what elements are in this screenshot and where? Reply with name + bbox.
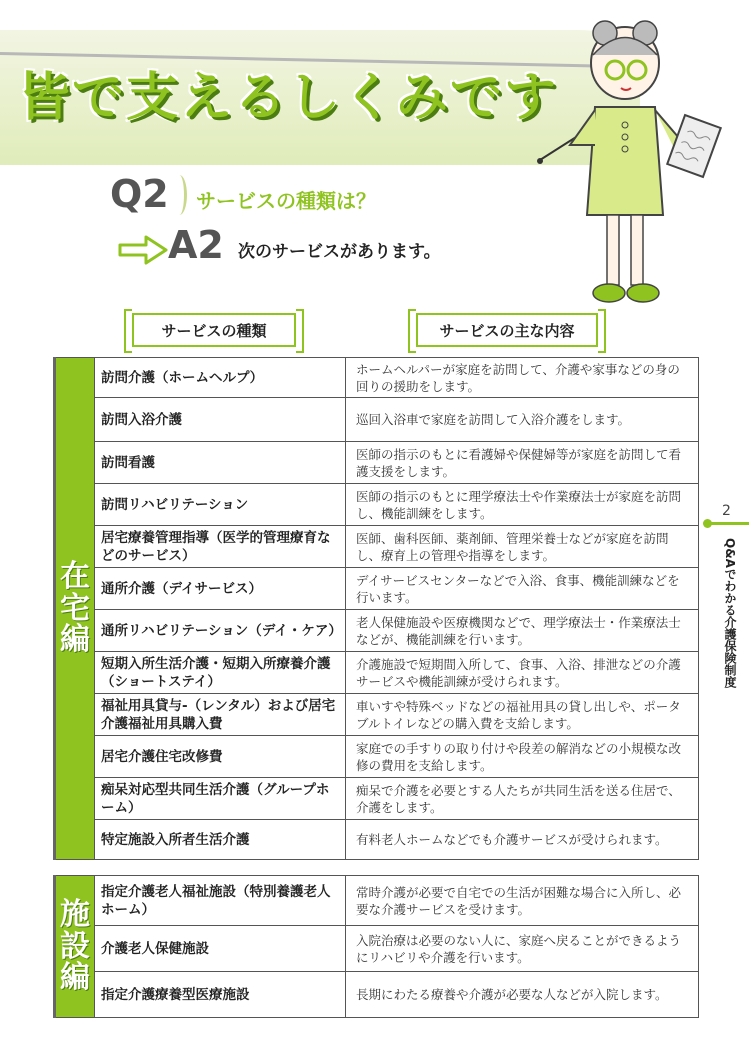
column-header-content: サービスの主な内容 <box>416 313 598 347</box>
page-title: 皆で支えるしくみです <box>18 68 559 128</box>
service-description: 入院治療は必要のない人に、家庭へ戻ることができるようにリハビリや介護を行います。 <box>346 926 699 972</box>
service-description: デイサービスセンターなどで入浴、食事、機能訓練などを行います。 <box>346 568 699 610</box>
service-description: ホームヘルパーが家庭を訪問して、介護や家事などの身の回りの援助をします。 <box>346 358 699 398</box>
service-name: 居宅介護住宅改修費 <box>95 736 346 778</box>
service-description: 長期にわたる療養や介護が必要な人などが入院します。 <box>346 972 699 1018</box>
side-section-label: Q&Aでわかる介護保険制度 <box>723 538 737 688</box>
service-description: 家庭での手すりの取り付けや段差の解消などの小規模な改修の費用を支給します。 <box>346 736 699 778</box>
service-name: 訪問看護 <box>95 442 346 484</box>
service-name: 短期入所生活介護・短期入所療養介護（ショートステイ） <box>95 652 346 694</box>
service-description: 老人保健施設や医療機関などで、理学療法士・作業療法士などが、機能訓練を行います。 <box>346 610 699 652</box>
service-description: 介護施設で短期間入所して、食事、入浴、排泄などの介護サービスや機能訓練が受けられます。 <box>346 652 699 694</box>
service-description: 巡回入浴車で家庭を訪問して入浴介護をします。 <box>346 398 699 442</box>
service-description: 常時介護が必要で自宅での生活が困難な場合に入所し、必要な介護サービスを受けます。 <box>346 876 699 926</box>
service-name: 介護老人保健施設 <box>95 926 346 972</box>
service-name: 訪問介護（ホームヘルプ） <box>95 358 346 398</box>
service-name: 訪問リハビリテーション <box>95 484 346 526</box>
column-header-type: サービスの種類 <box>132 313 296 347</box>
section-label-home-text: 在宅編 <box>60 559 90 658</box>
question-text: サービスの種類は？ <box>196 189 376 213</box>
facility-services-table <box>53 875 699 1018</box>
service-name: 通所介護（デイサービス） <box>95 568 346 610</box>
service-name: 指定介護療養型医療施設 <box>95 972 346 1018</box>
service-name: 訪問入浴介護 <box>95 398 346 442</box>
service-name: 痴呆対応型共同生活介護（グループホーム） <box>95 778 346 820</box>
service-name: 居宅療養管理指導（医学的管理療育などのサービス） <box>95 526 346 568</box>
side-tab-dot <box>703 519 712 528</box>
side-tab-line <box>708 522 749 525</box>
nurse-character-illustration <box>535 15 745 315</box>
section-label-facility <box>55 876 95 1018</box>
question-mark: Q2 <box>110 172 169 216</box>
service-description: 医師の指示のもとに理学療法士や作業療法士が家庭を訪問し、機能訓練をします。 <box>346 484 699 526</box>
service-name: 福祉用具貸与-（レンタル）および居宅介護福祉用具購入費 <box>95 694 346 736</box>
arrow-right-icon <box>118 235 168 265</box>
answer-text: 次のサービスがあります。 <box>238 242 441 262</box>
service-name: 特定施設入所者生活介護 <box>95 820 346 860</box>
page-number: 2 <box>722 503 731 519</box>
service-description: 有料老人ホームなどでも介護サービスが受けられます。 <box>346 820 699 860</box>
service-description: 医師の指示のもとに看護婦や保健婦等が家庭を訪問して看護支援をします。 <box>346 442 699 484</box>
question-bracket <box>172 175 187 215</box>
service-name: 通所リハビリテーション（デイ・ケア） <box>95 610 346 652</box>
service-description: 車いすや特殊ベッドなどの福祉用具の貸し出しや、ポータブルトイレなどの購入費を支給します。 <box>346 694 699 736</box>
service-description: 医師、歯科医師、薬剤師、管理栄養士などが家庭を訪問し、療育上の管理や指導をします。 <box>346 526 699 568</box>
section-label-facility-text: 施設編 <box>60 897 90 996</box>
service-description: 痴呆で介護を必要とする人たちが共同生活を送る住居で、介護をします。 <box>346 778 699 820</box>
answer-mark: A2 <box>168 223 224 267</box>
service-name: 指定介護老人福祉施設（特別養護老人ホーム） <box>95 876 346 926</box>
section-label-home <box>55 358 95 860</box>
home-services-table <box>53 357 699 860</box>
